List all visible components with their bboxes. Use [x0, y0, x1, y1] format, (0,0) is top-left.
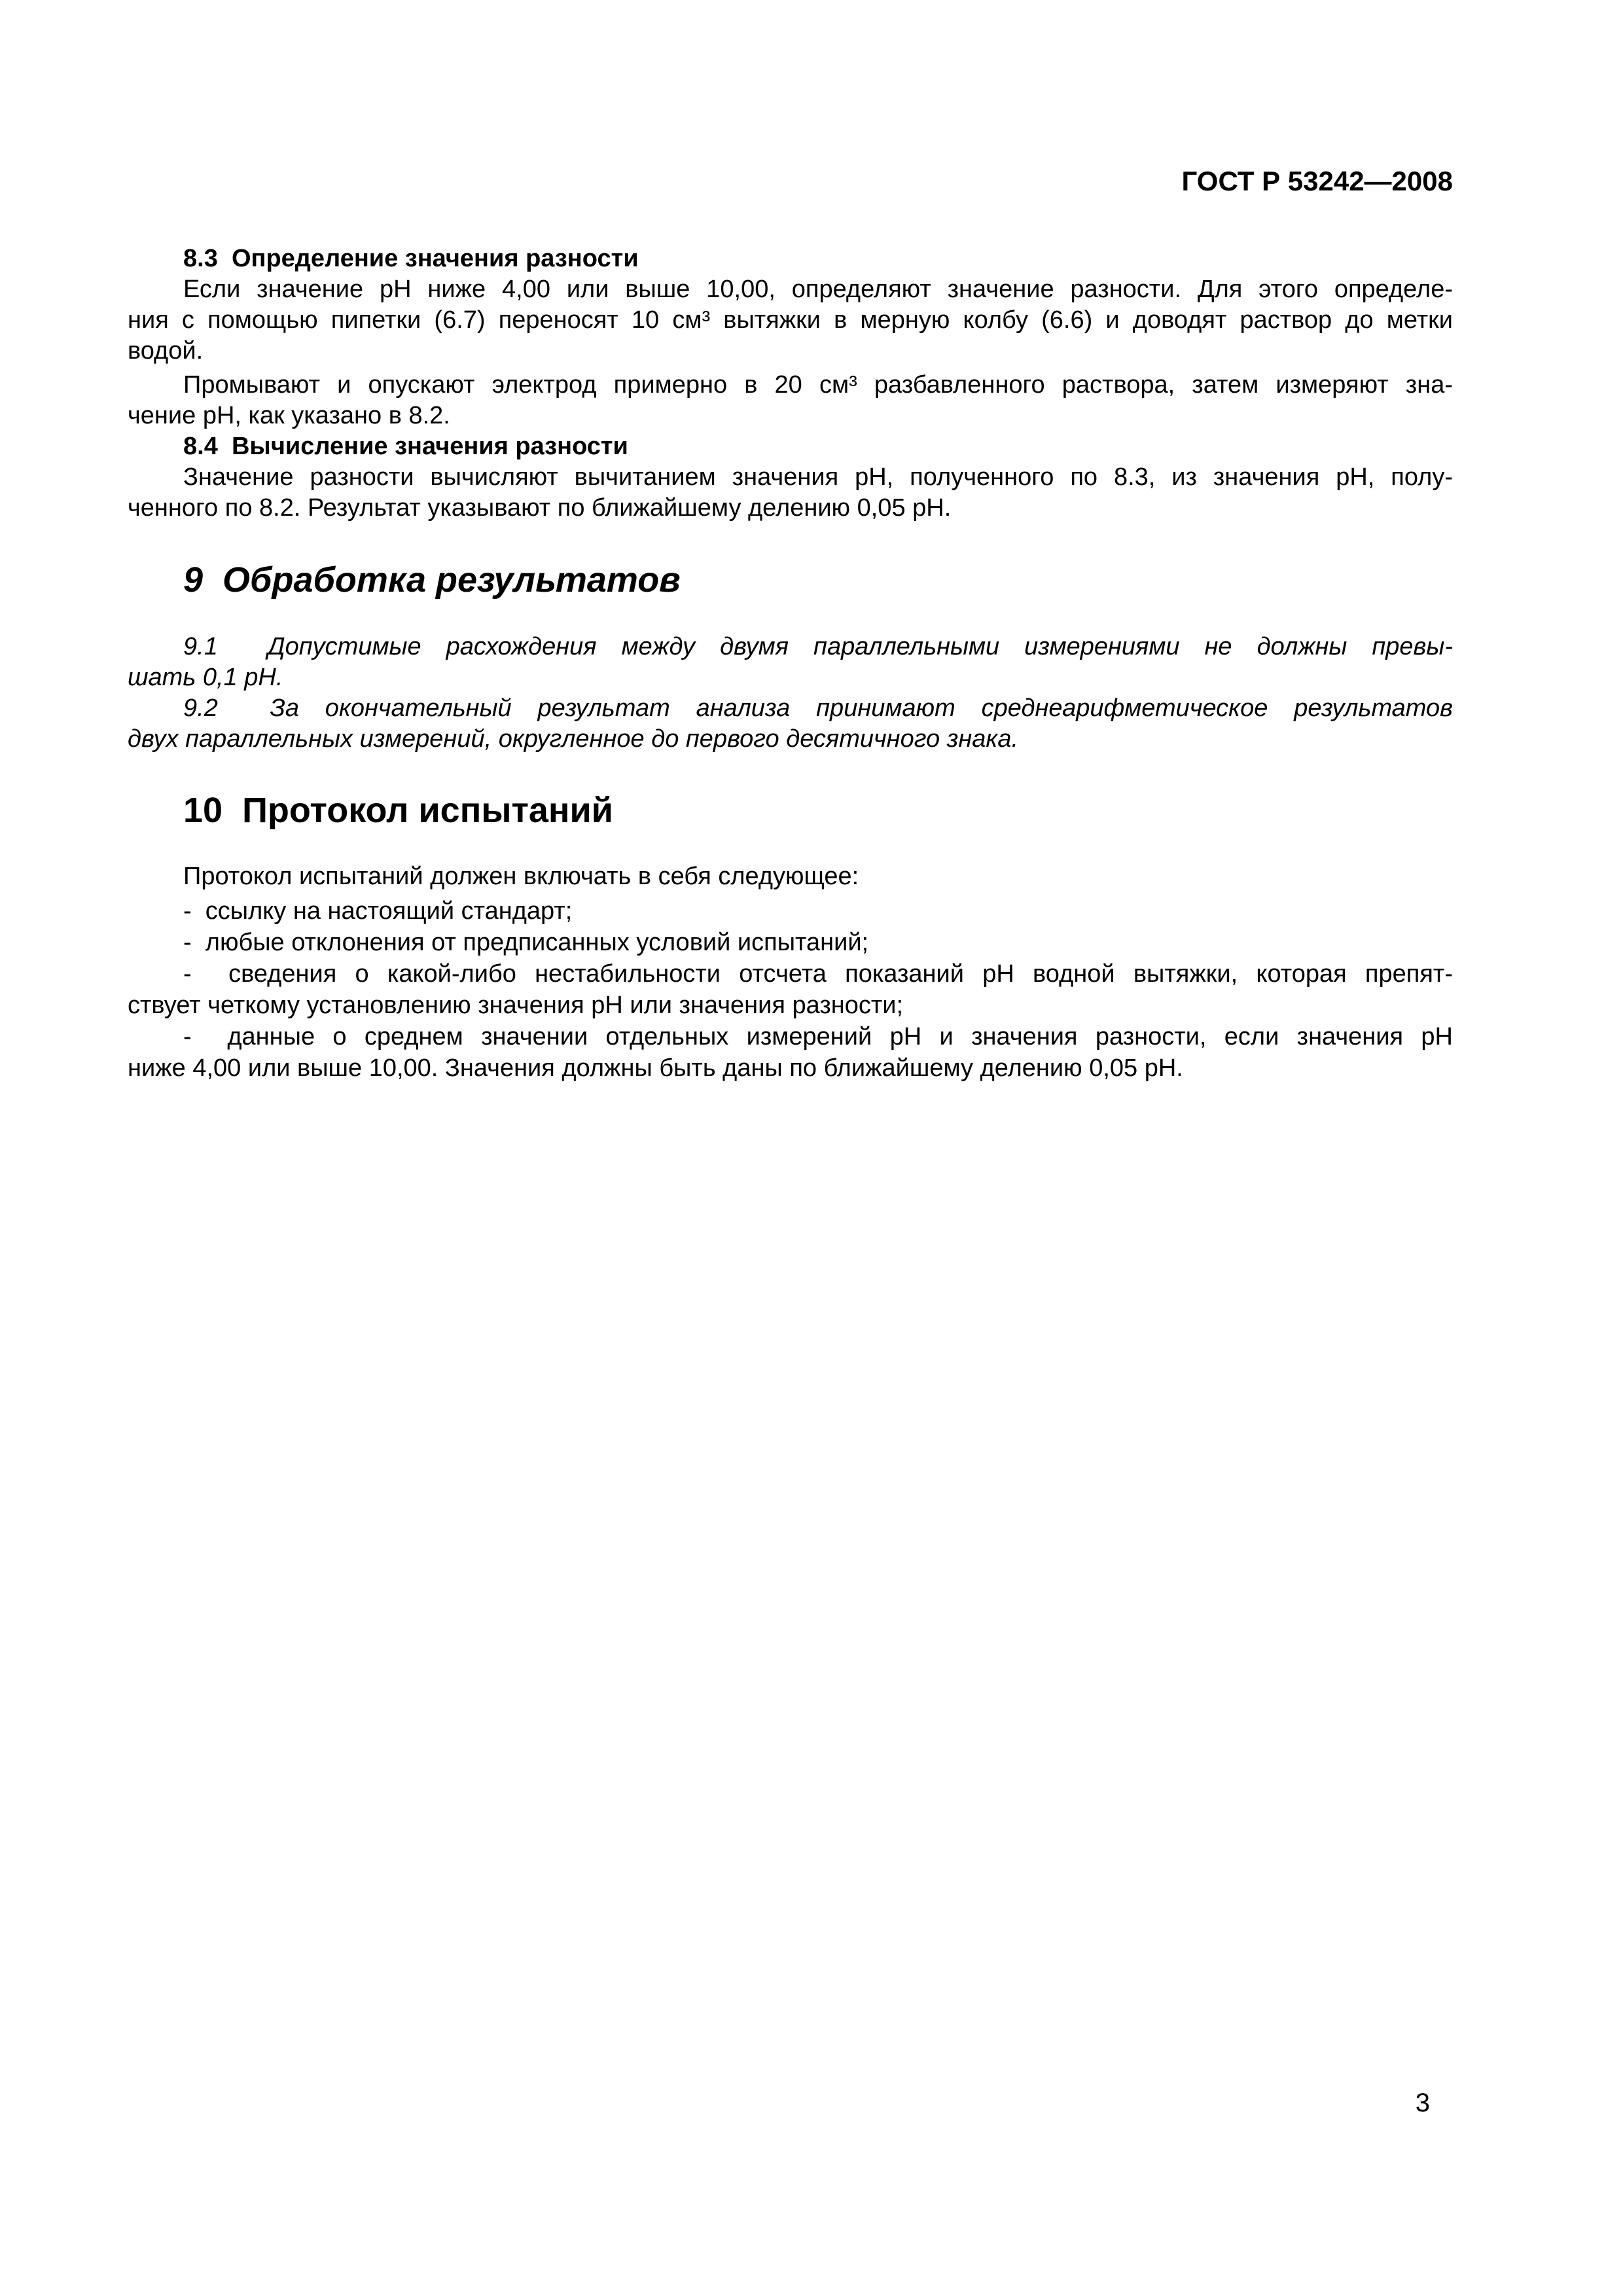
paragraph-10-intro: Протокол испытаний должен включать в себя следующее:	[183, 863, 859, 890]
list-item-3-line-2: ствует четкому установлению значения pH или значения разности;	[128, 992, 904, 1019]
paragraph-9-2-line-2: двух параллельных измерений, округленное до первого десятичного знака.	[128, 725, 1019, 753]
paragraph-8-3-2-line-2: чение pH, как указано в 8.2.	[128, 402, 450, 429]
paragraph-8-3-1-line-2: ния с помощью пипетки (6.7) переносят 10 см³ вытяжки в мерную колбу (6.6) и доводят раствор до метки	[128, 306, 1453, 334]
text-block	[128, 166, 1453, 1084]
list-item-4-line-1: - данные о среднем значении отдельных измерений pH и значения разности, если значения pH	[183, 1023, 1453, 1050]
paragraph-9-1-line-2: шать 0,1 pH.	[128, 664, 283, 691]
heading-10: 10 Протокол испытаний	[183, 791, 613, 830]
paragraph-8-4-1-line-1: Значение разности вычисляют вычитанием значения pH, полученного по 8.3, из значения pH, полу-	[183, 463, 1453, 491]
list-item-1: - ссылку на настоящий стандарт;	[183, 897, 573, 925]
paragraph-8-3-1-line-3: водой.	[128, 337, 204, 365]
list-item-3-line-1: - сведения о какой-либо нестабильности отсчета показаний pH водной вытяжки, которая препят-	[183, 960, 1453, 988]
paragraph-9-1-line-1: 9.1 Допустимые расхождения между двумя параллельными измерениями не должны превы-	[183, 633, 1453, 660]
heading-8-3: 8.3 Определение значения разности	[183, 245, 639, 272]
page-number: 3	[1415, 2089, 1430, 2117]
doc-code-header: ГОСТ Р 53242—2008	[1181, 166, 1453, 196]
paragraph-8-3-1-line-1: Если значение pH ниже 4,00 или выше 10,00, определяют значение разности. Для этого определе-	[183, 276, 1453, 303]
heading-9: 9 Обработка результатов	[183, 560, 681, 600]
paragraph-8-3-2-line-1: Промывают и опускают электрод примерно в 20 см³ разбавленного раствора, затем измеряют зна-	[183, 371, 1453, 399]
paragraph-9-2-line-1: 9.2 За окончательный результат анализа принимают среднеарифметическое результатов	[183, 694, 1453, 722]
list-item-4-line-2: ниже 4,00 или выше 10,00. Значения должны быть даны по ближайшему делению 0,05 pH.	[128, 1054, 1183, 1082]
paragraph-8-4-1-line-2: ченного по 8.2. Результат указывают по ближайшему делению 0,05 pH.	[128, 494, 952, 522]
list-item-2: - любые отклонения от предписанных условий испытаний;	[183, 929, 869, 956]
heading-8-4: 8.4 Вычисление значения разности	[183, 433, 628, 460]
